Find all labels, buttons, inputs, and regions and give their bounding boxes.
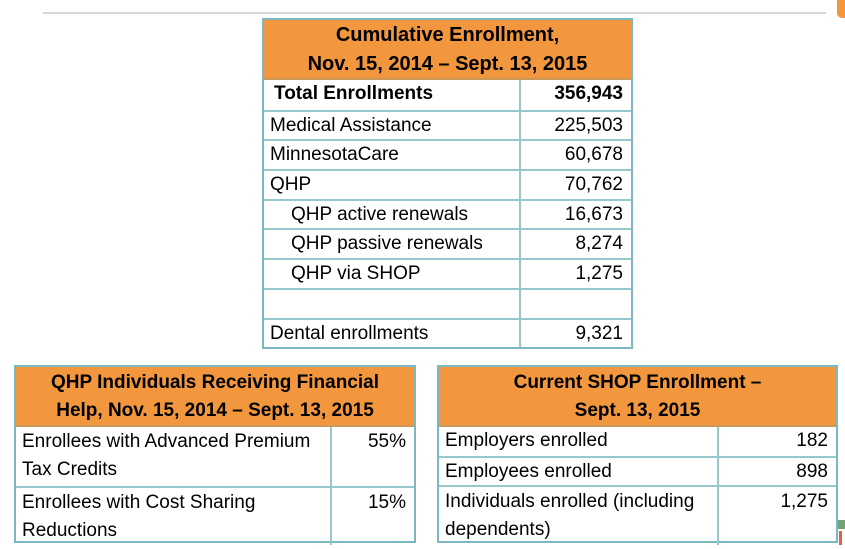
financial-table-title bbox=[16, 367, 414, 427]
row-label bbox=[439, 487, 717, 545]
logo-fragment-green bbox=[837, 520, 845, 529]
table-row bbox=[264, 318, 631, 348]
row-label: QHP passive renewals bbox=[291, 233, 483, 255]
row-label-line1: Enrollees with Advanced bbox=[22, 431, 230, 452]
table-row bbox=[264, 139, 631, 169]
row-value: 356,943 bbox=[519, 80, 631, 110]
row-label: Employers enrolled bbox=[445, 430, 608, 451]
row-label-line1: Enrollees with Cost Sharing bbox=[22, 492, 256, 513]
table-row bbox=[264, 199, 631, 229]
row-label: Dental enrollments bbox=[270, 322, 429, 344]
table-row bbox=[264, 169, 631, 199]
row-label-line2: (including dependents) bbox=[445, 491, 695, 540]
row-label: QHP via SHOP bbox=[291, 263, 421, 285]
row-value: 9,321 bbox=[519, 320, 631, 348]
shop-table-title bbox=[439, 367, 836, 427]
row-value: 16,673 bbox=[519, 201, 631, 229]
row-label: QHP bbox=[270, 174, 312, 196]
row-label: Employees enrolled bbox=[445, 461, 612, 482]
shop-table-title-line2: Sept. 13, 2015 bbox=[574, 400, 701, 421]
row-value: 8,274 bbox=[519, 230, 631, 258]
table-row bbox=[264, 228, 631, 258]
shop-table-title-line1: Current SHOP Enrollment – bbox=[513, 372, 762, 393]
financial-table-title-line2: Help, Nov. 15, 2014 – Sept. 13, 2015 bbox=[56, 400, 374, 421]
row-label: Medical Assistance bbox=[270, 114, 432, 136]
shop-enrollment-table bbox=[437, 365, 838, 543]
table-row bbox=[16, 427, 414, 486]
row-label-line2: Reductions bbox=[22, 520, 118, 541]
row-value: 60,678 bbox=[519, 141, 631, 169]
row-value: 1,275 bbox=[519, 260, 631, 288]
table-row bbox=[439, 427, 836, 456]
table-row bbox=[439, 485, 836, 545]
row-label bbox=[16, 488, 330, 545]
row-label: Total Enrollments bbox=[274, 83, 434, 104]
top-divider-rule bbox=[43, 12, 826, 14]
row-label-line2: Premium Tax Credits bbox=[22, 431, 311, 480]
logo-fragment-red bbox=[839, 531, 842, 545]
table-row bbox=[16, 486, 414, 545]
cumulative-table-title-line1: Cumulative Enrollment, bbox=[335, 24, 560, 46]
table-row bbox=[264, 258, 631, 288]
row-value: 70,762 bbox=[519, 171, 631, 199]
row-label: QHP active renewals bbox=[291, 203, 469, 225]
row-value: 15% bbox=[330, 488, 414, 545]
table-row-empty bbox=[264, 288, 631, 318]
table-row bbox=[264, 80, 631, 110]
row-label: MinnesotaCare bbox=[270, 144, 399, 166]
table-row bbox=[439, 456, 836, 485]
row-value: 225,503 bbox=[519, 112, 631, 140]
row-label bbox=[16, 427, 330, 486]
row-value: 55% bbox=[330, 427, 414, 486]
cumulative-enrollment-table bbox=[262, 18, 633, 349]
corner-tab bbox=[837, 0, 845, 18]
financial-help-table bbox=[14, 365, 416, 543]
row-label bbox=[264, 290, 519, 318]
row-value: 1,275 bbox=[717, 487, 836, 545]
row-label-line1: Individuals enrolled bbox=[445, 491, 608, 512]
financial-table-title-line1: QHP Individuals Receiving Financial bbox=[50, 372, 380, 393]
row-value: 182 bbox=[717, 427, 836, 456]
row-value: 898 bbox=[717, 458, 836, 485]
row-value bbox=[519, 290, 631, 318]
cumulative-table-title-line2: Nov. 15, 2014 – Sept. 13, 2015 bbox=[307, 53, 588, 75]
table-row bbox=[264, 110, 631, 140]
cumulative-table-title bbox=[264, 20, 631, 80]
